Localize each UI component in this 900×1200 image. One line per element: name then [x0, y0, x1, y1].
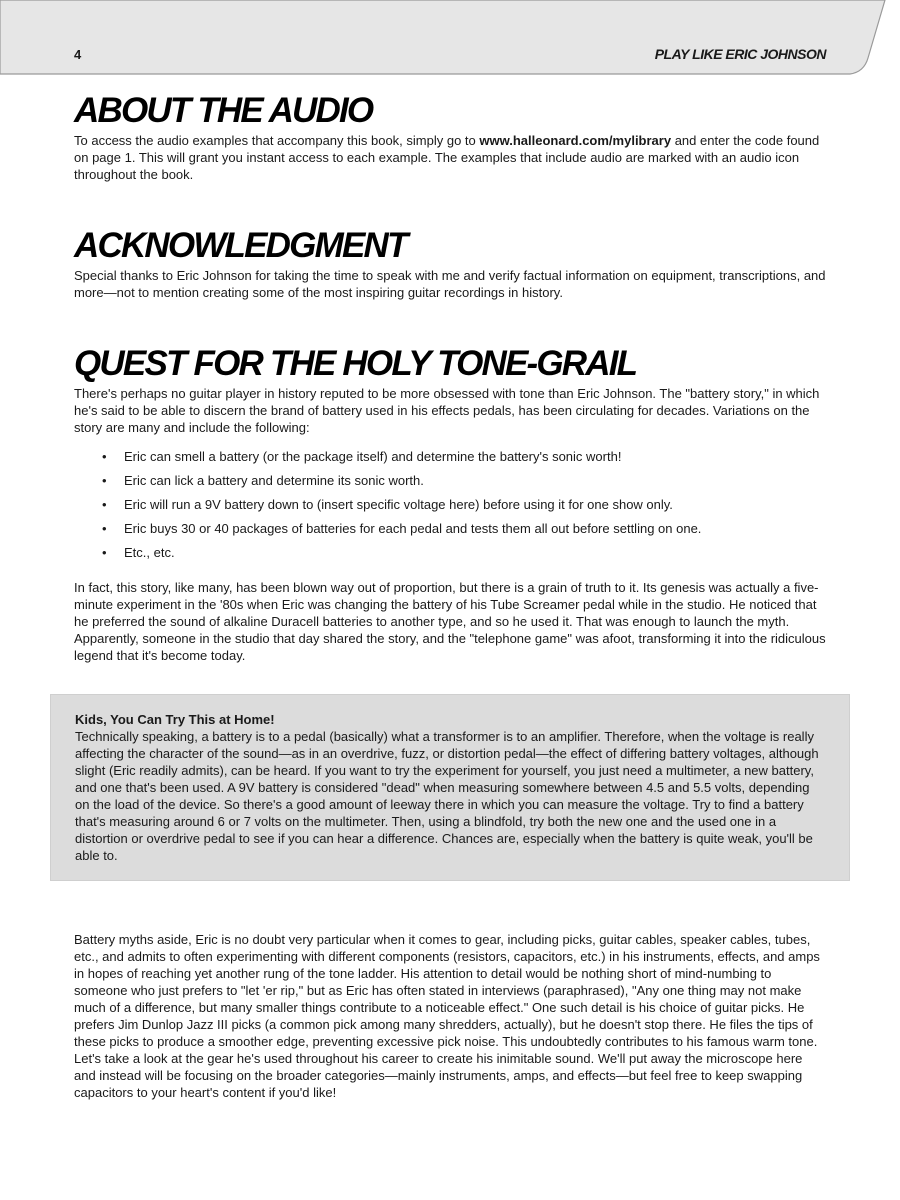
list-item: [102, 472, 826, 489]
list-item: [102, 496, 826, 513]
quest-intro-paragraph: There's perhaps no guitar player in history reputed to be more obsessed with tone than Eric Johnson. The "battery story," in which he's said to be able to discern the brand of battery used in his effects pedals, has been circulating for decades. Variations on the story are many and include the following:: [74, 386, 820, 435]
list-item-text: Eric buys 30 or 40 packages of batteries for each pedal and tests them all out before settling on one.: [124, 521, 702, 536]
spacer: [74, 183, 826, 227]
section-title-quest: QUEST FOR THE HOLY TONE-GRAIL: [74, 344, 637, 383]
bullet-icon: •: [102, 545, 107, 560]
quest-body-paragraph: In fact, this story, like many, has been blown way out of proportion, but there is a grain of truth to it. Its genesis was actually a five-minute experiment in the '80s when Eric was changing the battery of his Tube Screamer pedal while in the studio. He noticed that he preferred the sound of alkaline Duracell batteries to another type, and so he used it. That was enough to launch the myth. Apparently, someone in the studio that day shared the story, and the "telephone game" was afoot, transforming it into the ridiculous legend that it's become today.: [74, 580, 826, 663]
audio-link[interactable]: www.halleonard.com/mylibrary: [479, 133, 672, 148]
header-band: [0, 0, 900, 78]
list-item-text: Etc., etc.: [124, 545, 175, 560]
battery-story-list: [74, 448, 826, 561]
list-item-text: Eric will run a 9V battery down to (insert specific voltage here) before using it for one show only.: [124, 497, 673, 512]
bullet-icon: •: [102, 521, 107, 536]
list-item-text: Eric can smell a battery (or the package itself) and determine the battery's sonic worth!: [124, 449, 622, 464]
page-content: [74, 92, 826, 1101]
page-number: 4: [74, 47, 82, 62]
acknowledgment-paragraph: Special thanks to Eric Johnson for taking the time to speak with me and verify factual information on equipment, transcriptions, and more—not to mention creating some of the most inspiring guitar recordings in history.: [74, 268, 826, 300]
audio-text-pre: To access the audio examples that accompany this book, simply go to: [74, 133, 480, 148]
closing-paragraph: Battery myths aside, Eric is no doubt very particular when it comes to gear, including picks, guitar cables, speaker cables, tubes, etc., and admits to often experimenting with different components (resistors, capacitors, etc.) in his instruments, effects, and amps in hopes of reaching yet another rung of the tone ladder. His attention to detail would be nothing short of mind-numbing to someone who just prefers to "let 'er rip," but as Eric has often stated in interviews (paraphrased), "Any one thing may not make much of a difference, but many smaller things contribute to a noticeable effect." One such detail is his choice of guitar picks. He prefers Jim Dunlop Jazz III picks (a common pick among many shredders, actually), but he doesn't stop there. He files the tips of these picks to produce a smoother edge, preventing excessive pick noise. This undoubtedly contributes to his famous warm tone. Let's take a look at the gear he's used throughout his career to create his inimitable sound. We'll put away the microscope here and instead will be focusing on the broader categories—mainly instruments, amps, and effects—but feel free to keep swapping capacitors to your heart's content if you'd like!: [74, 932, 820, 1100]
sidebar-box: [50, 694, 850, 881]
bullet-icon: •: [102, 473, 107, 488]
list-item: [102, 448, 826, 465]
bullet-icon: •: [102, 497, 107, 512]
bullet-icon: •: [102, 449, 107, 464]
running-head: PLAY LIKE ERIC JOHNSON: [654, 46, 826, 62]
spacer: [74, 301, 826, 345]
sidebar-title: Kids, You Can Try This at Home!: [75, 712, 275, 727]
list-item-text: Eric can lick a battery and determine its sonic worth.: [124, 473, 424, 488]
section-title-acknowledgment: ACKNOWLEDGMENT: [74, 226, 407, 265]
audio-text-post: and enter the code found on page 1. This will grant you instant access to each example. The examples that include audio are marked with an audio icon throughout the book.: [74, 133, 820, 182]
sidebar-paragraph: Technically speaking, a battery is to a pedal (basically) what a transformer is to an amplifier. Therefore, when the voltage is really affecting the character of the sound—as in an overdrive, fuzz, or distortion pedal—the effect of differing battery voltages, although slight (Eric readily admits), can be heard. If you want to try the experiment for yourself, you just need a multimeter, a new battery, and one that's been used. A 9V battery is considered "dead" when measuring somewhere between 4.5 and 5.5 volts, depending on the load of the device. So there's a good amount of leeway there in which you can measure the voltage. Try to find a battery that's measuring around 6 or 7 volts on the multimeter. Then, using a blindfold, try both the new one and the used one in a distortion or overdrive pedal to see if you can hear a difference. Chances are, especially when the battery is quite weak, you'll be able to.: [75, 729, 819, 863]
list-item: [102, 544, 826, 561]
section-title-audio: ABOUT THE AUDIO: [74, 91, 373, 130]
audio-paragraph: [74, 132, 826, 183]
list-item: [102, 520, 826, 537]
